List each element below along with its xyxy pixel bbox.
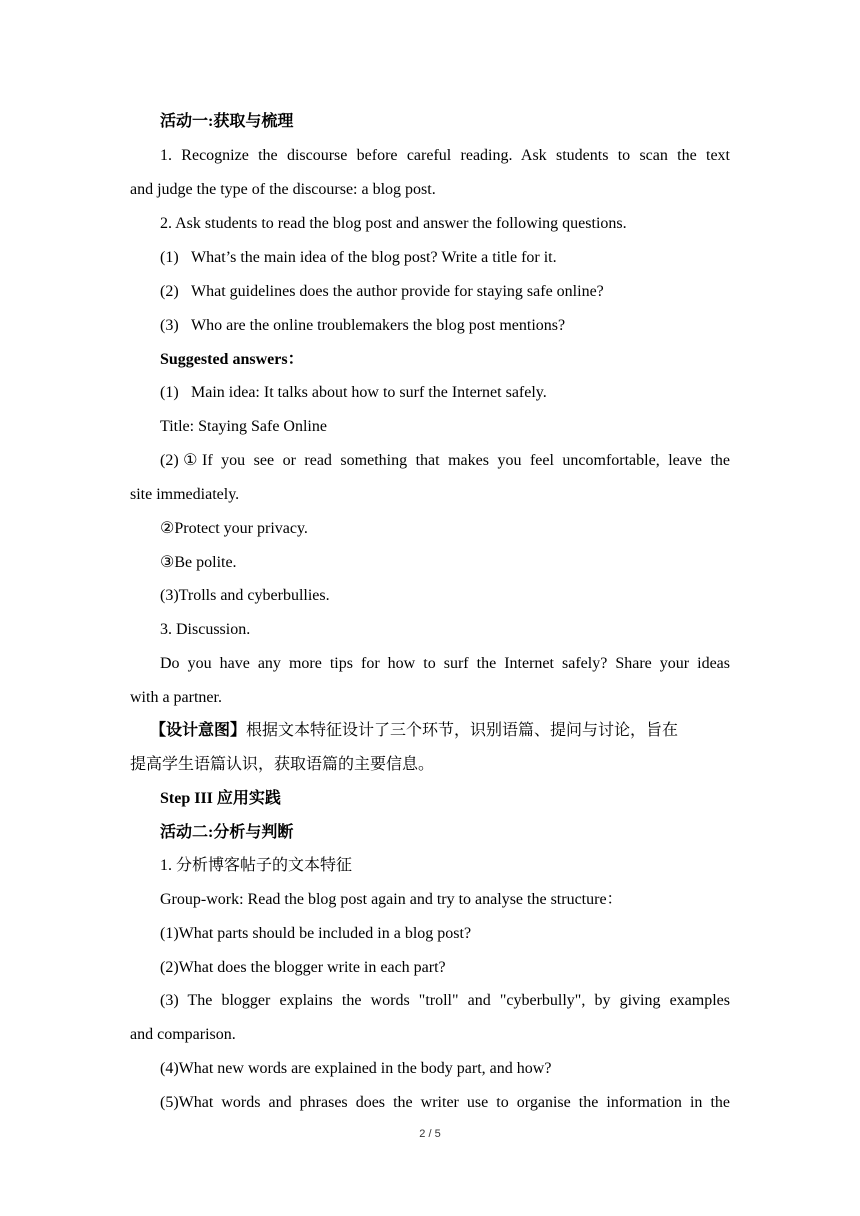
activity1-heading: 活动一:获取与梳理 [160, 113, 294, 130]
discussion-line-2: with a partner. [130, 689, 222, 706]
group-question-5: (5)What words and phrases does the writer use to organise the information in the [160, 1094, 730, 1111]
answer-3: (3)Trolls and cyberbullies. [160, 587, 330, 604]
page-number: 2 / 5 [419, 1128, 441, 1140]
group-question-4: (4)What new words are explained in the body part, and how? [160, 1060, 552, 1077]
answer-2-line-1: (2)①If you see or read something that makes you feel uncomfortable, leave the [160, 452, 730, 469]
group-question-3-line-2: and comparison. [130, 1026, 236, 1043]
activity2-item-1: 1. 分析博客帖子的文本特征 [160, 857, 353, 874]
design-intent-line-2: 提高学生语篇认识，获取语篇的主要信息。 [130, 756, 435, 773]
group-question-3-line-1: (3) The blogger explains the words "troll" and "cyberbully", by giving examples [160, 992, 730, 1009]
group-question-1: (1)What parts should be included in a blog post? [160, 925, 472, 942]
question-3: (3) Who are the online troublemakers the blog post mentions? [160, 317, 566, 334]
answer-2-item-3: ③Be polite. [160, 554, 237, 571]
answer-1: (1) Main idea: It talks about how to surf the Internet safely. [160, 384, 547, 401]
answer-title: Title: Staying Safe Online [160, 418, 327, 435]
paragraph-1-line-2: and judge the type of the discourse: a blog post. [130, 181, 436, 198]
discussion-line-1: Do you have any more tips for how to surf the Internet safely? Share your ideas [160, 655, 730, 672]
paragraph-2: 2. Ask students to read the blog post and answer the following questions. [160, 215, 627, 232]
paragraph-3: 3. Discussion. [160, 621, 251, 638]
design-intent-text: 根据文本特征设计了三个环节，识别语篇、提问与讨论，旨在 [246, 722, 679, 739]
suggested-answers-heading: Suggested answers： [160, 351, 304, 368]
answer-2-item-2: ②Protect your privacy. [160, 520, 308, 537]
group-work-line: Group-work: Read the blog post again and try to analyse the structure： [160, 891, 623, 908]
step-3-heading: Step III 应用实践 [160, 790, 281, 807]
design-intent-label: 【设计意图】 [150, 722, 247, 739]
paragraph-1-line-1: 1. Recognize the discourse before careful reading. Ask students to scan the text [160, 147, 730, 164]
activity2-heading: 活动二:分析与判断 [160, 824, 294, 841]
question-2: (2) What guidelines does the author provide for staying safe online? [160, 283, 604, 300]
answer-2-line-2: site immediately. [130, 486, 240, 503]
question-1: (1) What’s the main idea of the blog post? Write a title for it. [160, 249, 557, 266]
group-question-2: (2)What does the blogger write in each part? [160, 959, 446, 976]
design-intent-line-1 [150, 721, 730, 741]
